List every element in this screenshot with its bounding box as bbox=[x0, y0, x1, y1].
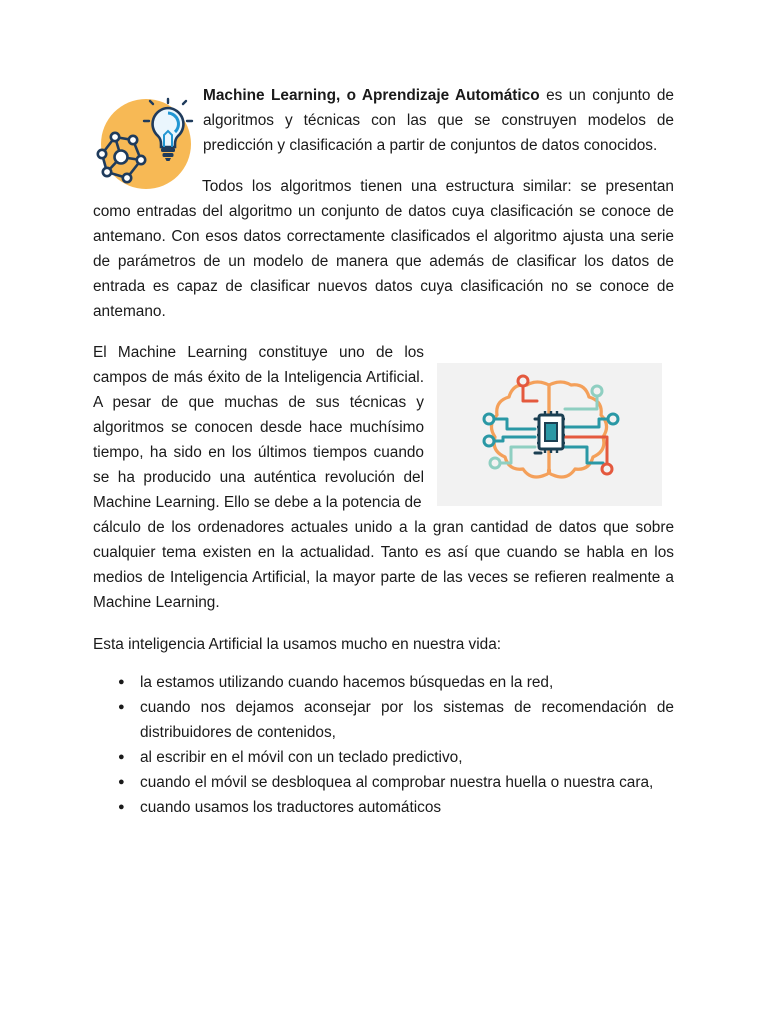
bullet-dot: ● bbox=[118, 751, 125, 763]
brain-chip-icon bbox=[437, 363, 662, 506]
list-item: ● la estamos utilizando cuando hacemos búsquedas en la red, bbox=[93, 670, 674, 695]
intro-rest: es un conjunto de algoritmos y técnicas con las que se construyen modelos de predicción y clasificación a partir de conjuntos de datos conocidos. bbox=[203, 87, 674, 154]
bullet-dot: ● bbox=[118, 701, 125, 713]
intro-bold-term: Machine Learning, o Aprendizaje Automático bbox=[203, 87, 540, 104]
bullet-dot: ● bbox=[118, 801, 125, 813]
algorithms-paragraph: Todos los algoritmos tienen una estructura similar: se presentan como entradas del algoritmo un conjunto de datos cuya clasificación se conoce de antemano. Con esos datos correctamente clasificados el algoritmo ajusta una serie de parámetros de un modelo de manera que además de clasificar los datos de entrada es capaz de clasificar nuevos datos cuya clasificación no se conoce de antemano. bbox=[93, 178, 674, 320]
list-item: ● cuando nos dejamos aconsejar por los sistemas de recomendación de distribuidores de contenidos, bbox=[93, 695, 674, 745]
intro-paragraph bbox=[203, 83, 674, 158]
list-item: ● al escribir en el móvil con un teclado predictivo, bbox=[93, 745, 674, 770]
machine-learning-paragraph-wrapped: El Machine Learning constituye uno de los campos de más éxito de la Inteligencia Artificial. A pesar de que muchas de sus técnicas y algoritmos se conocen desde hace muchísimo tiempo, ha sido en los últimos tiempos cuando se ha producido una auténtica revolución del Machine Learning. Ello se debe a la potencia de bbox=[93, 344, 424, 511]
list-item: ● cuando el móvil se desbloquea al comprobar nuestra huella o nuestra cara, bbox=[93, 770, 674, 795]
bullet-dot: ● bbox=[118, 776, 125, 788]
list-item: ● cuando usamos los traductores automáticos bbox=[93, 795, 674, 820]
usage-bullet-list bbox=[93, 670, 674, 820]
bullet-dot: ● bbox=[118, 676, 125, 688]
machine-learning-paragraph-continued: cálculo de los ordenadores actuales unido a la gran cantidad de datos que sobre cualquier tema existen en la actualidad. Tanto es así que cuando se habla en los medios de Inteligencia Artificial, la mayor parte de las veces se refieren realmente a Machine Learning. bbox=[93, 519, 674, 611]
usage-intro-paragraph: Esta inteligencia Artificial la usamos mucho en nuestra vida: bbox=[93, 636, 502, 653]
